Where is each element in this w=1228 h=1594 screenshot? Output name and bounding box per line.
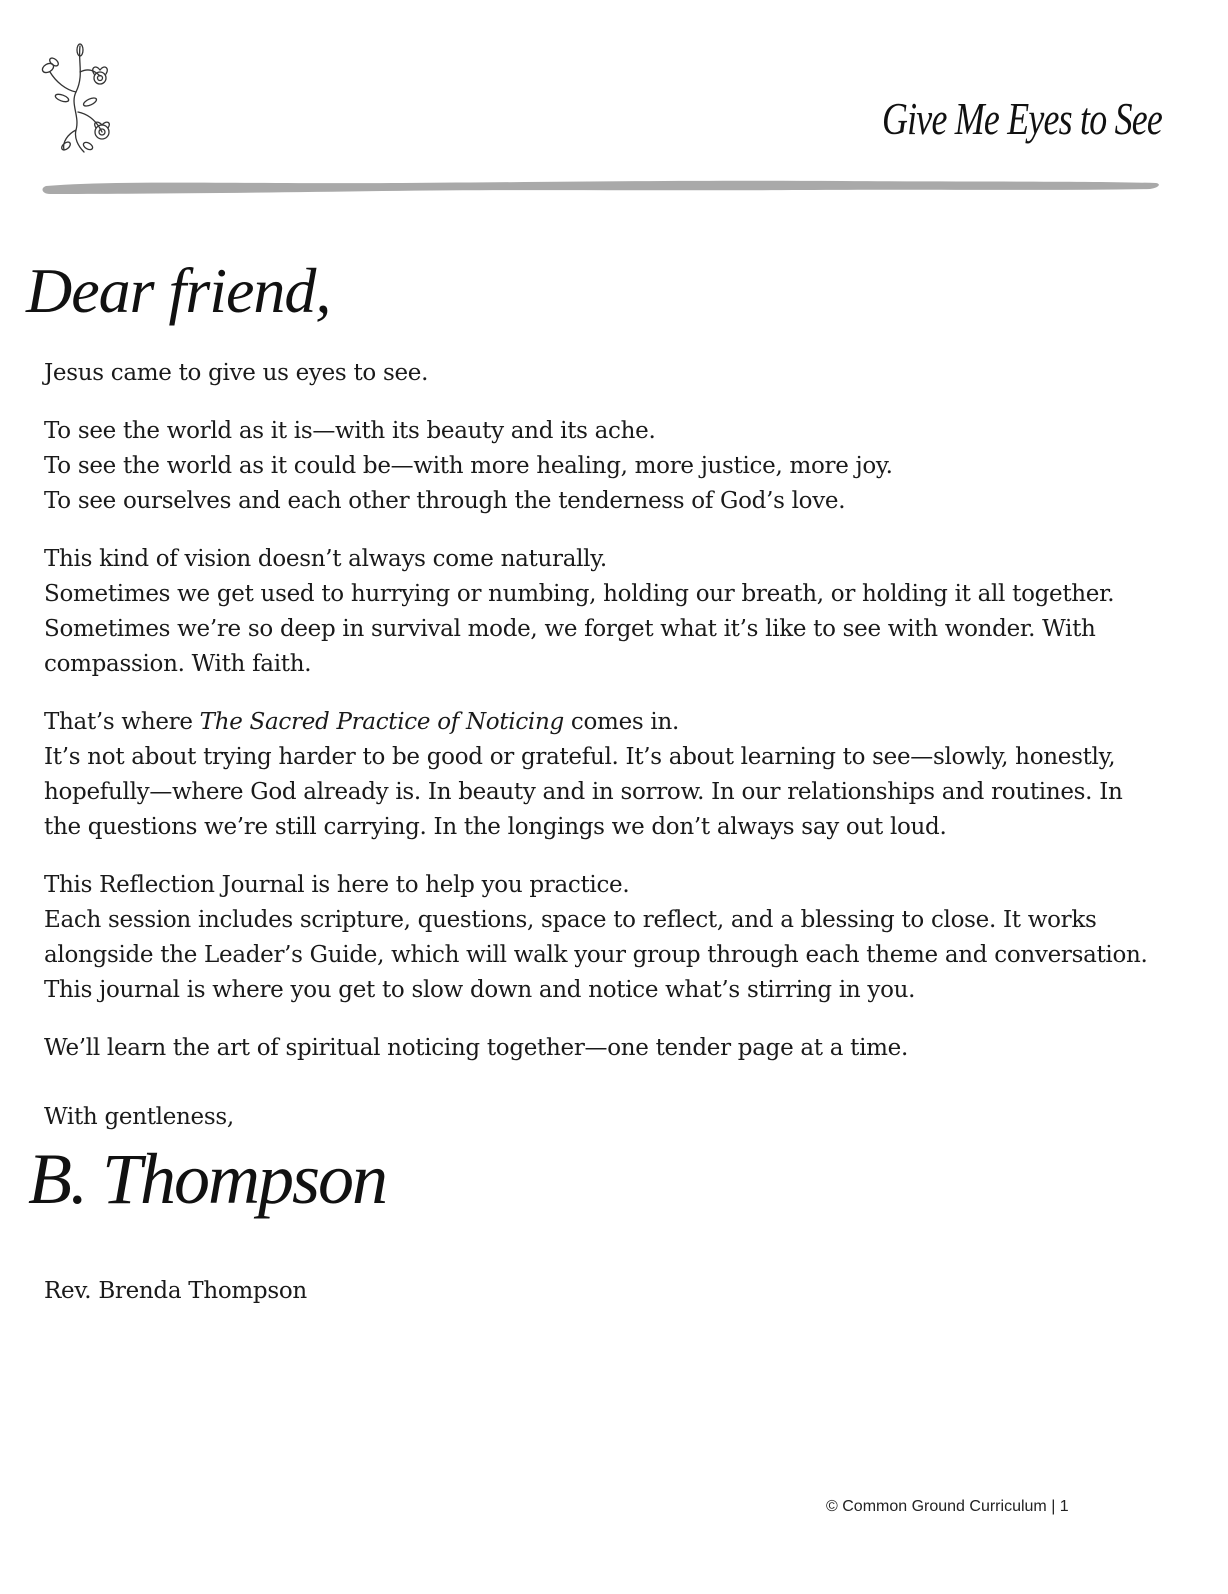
- paragraph: [44, 868, 1164, 1008]
- floral-sprig-icon: [40, 42, 120, 154]
- letter-line: To see ourselves and each other through the tenderness of God’s love.: [44, 488, 846, 514]
- header-divider: [42, 172, 1162, 198]
- paragraph: [44, 414, 1164, 519]
- salutation: Dear friend,: [26, 255, 331, 326]
- letter-line: To see the world as it is—with its beauty and its ache.: [44, 418, 656, 444]
- letter-line: This Reflection Journal is here to help you practice.: [44, 872, 630, 898]
- paragraph: [44, 705, 1164, 845]
- book-title: The Sacred Practice of Noticing: [199, 709, 564, 735]
- letter-line: Sometimes we’re so deep in survival mode, we forget what it’s like to see with wonder. With compassion. With faith.: [44, 616, 1096, 677]
- letter-line: We’ll learn the art of spiritual noticing together—one tender page at a time.: [44, 1035, 909, 1061]
- paragraph: [44, 542, 1164, 682]
- letter-line: Sometimes we get used to hurrying or numbing, holding our breath, or holding it all together.: [44, 581, 1115, 607]
- text-run: That’s where: [44, 709, 200, 735]
- closing: With gentleness,: [44, 1104, 234, 1130]
- signer-name: Rev. Brenda Thompson: [44, 1278, 307, 1304]
- letter-line: Jesus came to give us eyes to see.: [44, 360, 429, 386]
- letter-line: This journal is where you get to slow down and notice what’s stirring in you.: [44, 977, 916, 1003]
- signature: B. Thompson: [28, 1139, 387, 1219]
- letter-line: [44, 705, 1164, 740]
- text-run: comes in.: [563, 709, 679, 735]
- letter-line: Each session includes scripture, questions, space to reflect, and a blessing to close. It works alongside the Leader’s Guide, which will walk your group through each theme and conversation.: [44, 907, 1148, 968]
- letter-body: [44, 356, 1164, 1089]
- footer-copyright: © Common Ground Curriculum | 1: [826, 1498, 1069, 1515]
- letter-line: To see the world as it could be—with more healing, more justice, more joy.: [44, 453, 893, 479]
- letter-line: It’s not about trying harder to be good or grateful. It’s about learning to see—slowly, honestly, hopefully—where God already is. In beauty and in sorrow. In our relationships and routines. In the questions we’re still carrying. In the longings we don’t always say out loud.: [44, 744, 1123, 840]
- document-title: Give Me Eyes to See: [881, 93, 1162, 144]
- paragraph: [44, 356, 1164, 391]
- paragraph: [44, 1031, 1164, 1066]
- letter-line: This kind of vision doesn’t always come naturally.: [44, 546, 607, 572]
